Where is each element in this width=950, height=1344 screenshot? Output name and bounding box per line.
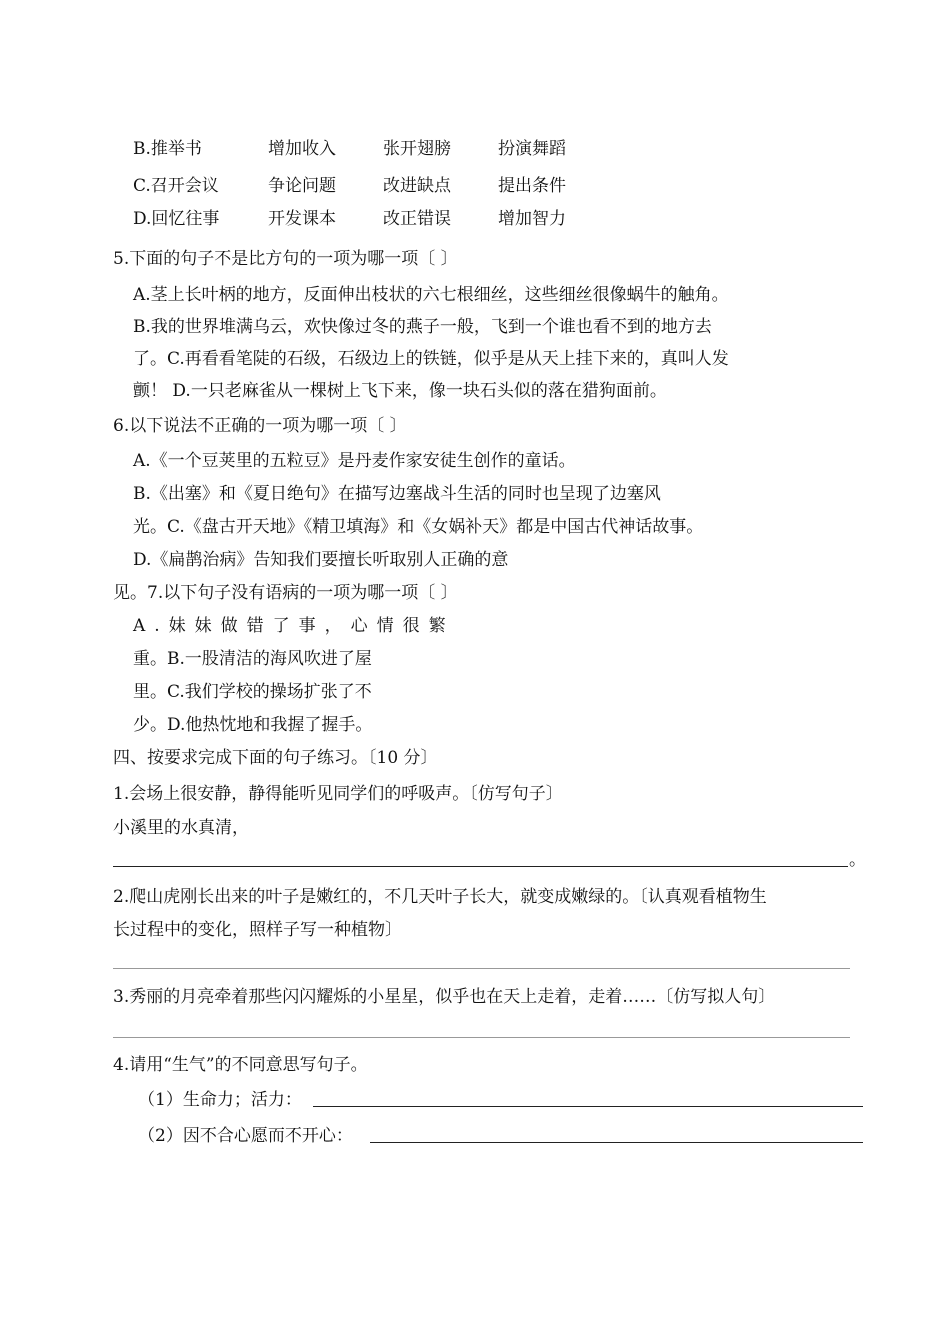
exercise-1: 1.会场上很安静，静得能听见同学们的呼吸声。〔仿写句子〕 [113,784,563,804]
question-7-stem: 见。7.以下句子没有语病的一项为哪一项〔 〕 [113,583,458,603]
option-d-1: D.回忆往事 [133,209,220,229]
exercise-3-answer-line[interactable] [113,1037,850,1038]
question-6-stem: 6.以下说法不正确的一项为哪一项〔 〕 [113,416,407,436]
exercise-3: 3.秀丽的月亮牵着那些闪闪耀烁的小星星，似乎也在天上走着，走着……〔仿写拟人句〕 [113,987,776,1007]
question-7-option-d: 少。D.他热忱地和我握了握手。 [133,715,373,735]
option-b-1: B.推举书 [133,139,202,159]
exercise-2-answer-line[interactable] [113,968,850,969]
option-c-3: 改进缺点 [383,176,451,196]
question-6-option-b-line2: 光。C.《盘古开天地》《精卫填海》和《女娲补天》都是中国古代神话故事。 [133,517,704,537]
question-6-option-d: D.《扁鹊治病》告知我们要擅长听取别人正确的意 [133,550,509,570]
question-5-option-b-line3: 颤！ D.一只老麻雀从一棵树上飞下来，像一块石头似的落在猎狗面前。 [133,381,667,401]
question-6-option-b-line1: B.《出塞》和《夏日绝句》在描写边塞战斗生活的同时也呈现了边塞风 [133,484,661,504]
exercise-4-item-1: （1）生命力；活力： [138,1090,302,1110]
option-c-1: C.召开会议 [133,176,219,196]
option-b-3: 张开翅膀 [383,139,451,159]
exercise-4-item-2-answer-line[interactable] [370,1142,863,1143]
exercise-1-prompt: 小溪里的水真清， [113,818,249,838]
exercise-4-item-2: （2）因不合心愿而不开心： [138,1126,353,1146]
question-5-option-a: A.茎上长叶柄的地方，反面伸出枝状的六七根细丝，这些细丝很像蜗牛的触角。 [133,285,729,305]
question-6-option-a: A.《一个豆荚里的五粒豆》是丹麦作家安徒生创作的童话。 [133,451,576,471]
option-b-2: 增加收入 [268,139,336,159]
question-7-option-a: A.妹妹做错了事，心情很繁 [133,616,455,636]
exercise-4-item-1-answer-line[interactable] [313,1106,863,1107]
option-d-3: 改正错误 [383,209,451,229]
option-c-4: 提出条件 [498,176,566,196]
exercise-2-line1: 2.爬山虎刚长出来的叶子是嫩红的，不几天叶子长大，就变成嫩绿的。〔认真观看植物生 [113,887,767,907]
option-d-2: 开发课本 [268,209,336,229]
section-4-title: 四、按要求完成下面的句子练习。〔10 分〕 [113,748,438,768]
question-7-option-b: 重。B.一股清洁的海风吹进了屋 [133,649,372,669]
option-d-4: 增加智力 [498,209,566,229]
question-7-option-c: 里。C.我们学校的操场扩张了不 [133,682,372,702]
exercise-4: 4.请用“生气”的不同意思写句子。 [113,1055,368,1075]
question-5-option-b-line1: B.我的世界堆满乌云，欢快像过冬的燕子一般，飞到一个谁也看不到的地方去 [133,317,712,337]
question-5-option-b-line2: 了。C.再看看笔陡的石级，石级边上的铁链，似乎是从天上挂下来的，真叫人发 [133,349,729,369]
exercise-2-line2: 长过程中的变化，照样子写一种植物〕 [113,920,402,940]
exercise-1-period: 。 [849,850,866,870]
option-c-2: 争论问题 [268,176,336,196]
question-5-stem: 5.下面的句子不是比方句的一项为哪一项〔 〕 [113,249,458,269]
option-b-4: 扮演舞蹈 [498,139,566,159]
exercise-1-answer-line[interactable] [113,866,848,867]
